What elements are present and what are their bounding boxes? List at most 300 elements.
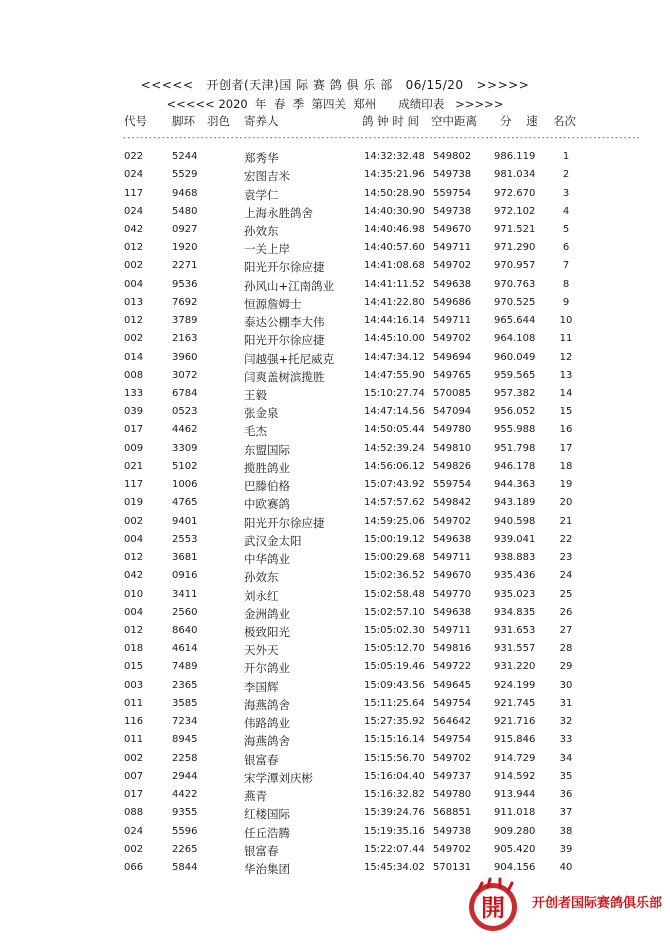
cell-rank: 36 bbox=[559, 789, 573, 801]
cell-ring: 0916 bbox=[172, 570, 198, 582]
cell-speed: 970.763 bbox=[494, 278, 536, 290]
cell-rank: 4 bbox=[562, 205, 570, 217]
cell-speed: 964.108 bbox=[494, 333, 536, 345]
cell-speed: 904.156 bbox=[494, 862, 536, 873]
cell-distance: 570131 bbox=[433, 862, 472, 873]
cell-speed: 921.745 bbox=[494, 697, 536, 709]
club-logo-text: 开创者国际赛鸽俱乐部 bbox=[532, 896, 663, 911]
cell-code: 013 bbox=[124, 296, 144, 308]
cell-distance: 549711 bbox=[433, 625, 472, 636]
cell-ring: 4422 bbox=[172, 789, 198, 801]
cell-time: 14:40:30.90 bbox=[364, 205, 425, 217]
cell-distance: 549702 bbox=[433, 515, 472, 527]
cell-speed: 971.521 bbox=[494, 223, 536, 235]
cell-code: 017 bbox=[124, 789, 144, 801]
cell-code: 117 bbox=[124, 479, 144, 491]
cell-ring: 5844 bbox=[172, 862, 198, 873]
cell-distance: 549816 bbox=[433, 643, 472, 655]
cell-time: 15:16:04.40 bbox=[364, 770, 425, 782]
cell-rank: 2 bbox=[562, 169, 570, 181]
report-subtitle: <<<<< 2020 年 春 季 第四关 郑州 成绩印表 >>>>> bbox=[166, 97, 504, 111]
cell-distance: 549738 bbox=[433, 169, 472, 181]
cell-ring: 7692 bbox=[172, 296, 198, 308]
cell-ring: 9401 bbox=[172, 515, 198, 527]
cell-owner: 孙效东 bbox=[244, 223, 279, 238]
cell-code: 002 bbox=[124, 333, 144, 345]
cell-code: 004 bbox=[124, 533, 144, 545]
table-row bbox=[0, 734, 670, 752]
cell-ring: 2365 bbox=[172, 679, 198, 691]
table-row bbox=[0, 279, 670, 297]
cell-owner: 王毅 bbox=[244, 388, 267, 402]
cell-time: 15:16:32.82 bbox=[364, 789, 425, 801]
table-row bbox=[0, 188, 670, 206]
cell-rank: 18 bbox=[559, 460, 573, 472]
cell-owner: 李国辉 bbox=[244, 679, 279, 694]
cell-distance: 549711 bbox=[433, 552, 472, 564]
cell-ring: 0523 bbox=[172, 406, 198, 418]
cell-speed: 981.034 bbox=[494, 169, 536, 181]
cell-speed: 914.729 bbox=[494, 752, 536, 764]
cell-code: 017 bbox=[124, 424, 144, 436]
cell-code: 022 bbox=[124, 151, 144, 162]
cell-ring: 5244 bbox=[172, 151, 198, 162]
cell-code: 009 bbox=[124, 442, 144, 454]
cell-owner: 武汉金太阳 bbox=[244, 533, 302, 548]
cell-owner: 宏图吉米 bbox=[244, 169, 290, 184]
cell-ring: 5596 bbox=[172, 825, 198, 837]
cell-rank: 7 bbox=[562, 260, 570, 272]
table-row bbox=[0, 807, 670, 825]
cell-time: 14:47:55.90 bbox=[364, 369, 425, 381]
cell-rank: 24 bbox=[559, 570, 573, 582]
cell-owner: 银富春 bbox=[244, 752, 279, 767]
cell-owner: 孙效东 bbox=[244, 570, 279, 585]
cell-speed: 956.052 bbox=[494, 406, 536, 418]
cell-distance: 568851 bbox=[433, 807, 472, 819]
cell-speed: 972.102 bbox=[494, 205, 536, 217]
cell-rank: 1 bbox=[562, 151, 570, 162]
cell-distance: 549826 bbox=[433, 460, 472, 472]
club-logo-icon bbox=[466, 877, 520, 935]
header-color: 羽色 bbox=[207, 114, 230, 128]
cell-distance: 564642 bbox=[433, 716, 472, 728]
cell-owner: 刘永红 bbox=[244, 588, 279, 603]
table-row bbox=[0, 461, 670, 479]
table-row bbox=[0, 424, 670, 442]
cell-ring: 2944 bbox=[172, 770, 198, 782]
cell-owner: 上海永胜鸽舍 bbox=[244, 205, 313, 220]
cell-rank: 23 bbox=[559, 552, 573, 564]
cell-ring: 3681 bbox=[172, 552, 198, 564]
cell-time: 14:57:57.62 bbox=[364, 497, 425, 509]
cell-owner: 任丘浩腾 bbox=[244, 825, 290, 840]
cell-owner: 天外天 bbox=[244, 643, 279, 658]
cell-time: 14:47:34.12 bbox=[364, 351, 425, 363]
cell-code: 088 bbox=[124, 807, 144, 819]
cell-distance: 549702 bbox=[433, 752, 472, 764]
cell-owner: 燕青 bbox=[244, 789, 267, 804]
cell-time: 14:41:11.52 bbox=[364, 278, 425, 290]
cell-speed: 931.653 bbox=[494, 625, 536, 636]
header-time: 鸽 钟 时 间 bbox=[362, 114, 419, 128]
cell-code: 019 bbox=[124, 497, 144, 509]
cell-speed: 940.598 bbox=[494, 515, 536, 527]
cell-owner: 宋学潭刘庆彬 bbox=[244, 770, 313, 785]
cell-code: 008 bbox=[124, 369, 144, 381]
cell-distance: 549738 bbox=[433, 205, 472, 217]
cell-code: 116 bbox=[124, 716, 144, 728]
table-row bbox=[0, 716, 670, 734]
cell-owner: 一关上岸 bbox=[244, 242, 290, 257]
cell-rank: 17 bbox=[559, 442, 573, 454]
table-row bbox=[0, 844, 670, 862]
cell-speed: 970.957 bbox=[494, 260, 536, 272]
report-title: <<<<< 开创者(天津)国 际 赛 鸽 俱 乐 部 06/15/20 >>>>> bbox=[140, 78, 530, 92]
cell-speed: 914.592 bbox=[494, 770, 536, 782]
cell-speed: 944.363 bbox=[494, 479, 536, 491]
cell-owner: 伟路鸽业 bbox=[244, 716, 290, 731]
cell-owner: 开尔鸽业 bbox=[244, 661, 290, 676]
cell-rank: 40 bbox=[559, 862, 573, 873]
cell-time: 15:05:12.70 bbox=[364, 643, 425, 655]
table-row bbox=[0, 771, 670, 789]
table-row bbox=[0, 625, 670, 643]
cell-speed: 986.119 bbox=[494, 151, 536, 162]
cell-code: 024 bbox=[124, 825, 144, 837]
cell-ring: 4614 bbox=[172, 643, 198, 655]
cell-distance: 549722 bbox=[433, 661, 472, 673]
cell-time: 15:02:58.48 bbox=[364, 588, 425, 600]
cell-ring: 3960 bbox=[172, 351, 198, 363]
cell-owner: 袁学仁 bbox=[244, 187, 279, 202]
cell-ring: 7234 bbox=[172, 716, 198, 728]
cell-time: 15:39:24.76 bbox=[364, 807, 425, 819]
cell-ring: 9355 bbox=[172, 807, 198, 819]
cell-ring: 3789 bbox=[172, 315, 198, 327]
cell-owner: 海燕鸽舍 bbox=[244, 734, 290, 749]
table-row bbox=[0, 570, 670, 588]
cell-ring: 2265 bbox=[172, 843, 198, 855]
cell-time: 15:02:36.52 bbox=[364, 570, 425, 582]
cell-distance: 549738 bbox=[433, 825, 472, 837]
cell-speed: 935.436 bbox=[494, 570, 536, 582]
table-row bbox=[0, 552, 670, 570]
cell-ring: 5480 bbox=[172, 205, 198, 217]
cell-rank: 30 bbox=[559, 679, 573, 691]
cell-speed: 957.382 bbox=[494, 388, 536, 399]
cell-time: 15:10:27.74 bbox=[364, 388, 425, 399]
cell-ring: 6784 bbox=[172, 388, 198, 399]
cell-rank: 28 bbox=[559, 643, 573, 655]
cell-distance: 549842 bbox=[433, 497, 472, 509]
cell-ring: 5529 bbox=[172, 169, 198, 181]
cell-speed: 911.018 bbox=[494, 807, 536, 819]
cell-distance: 549638 bbox=[433, 606, 472, 618]
table-row bbox=[0, 260, 670, 278]
cell-code: 024 bbox=[124, 205, 144, 217]
cell-rank: 5 bbox=[562, 223, 570, 235]
cell-owner: 阳光开尔徐应捷 bbox=[244, 333, 325, 348]
cell-distance: 549702 bbox=[433, 333, 472, 345]
cell-owner: 张金泉 bbox=[244, 406, 279, 421]
cell-speed: 924.199 bbox=[494, 679, 536, 691]
cell-time: 15:19:35.16 bbox=[364, 825, 425, 837]
cell-rank: 3 bbox=[562, 187, 570, 199]
cell-owner: 巴滕伯格 bbox=[244, 479, 290, 494]
cell-speed: 946.178 bbox=[494, 460, 536, 472]
cell-rank: 12 bbox=[559, 351, 573, 363]
cell-code: 039 bbox=[124, 406, 144, 418]
cell-speed: 921.716 bbox=[494, 716, 536, 728]
cell-distance: 549802 bbox=[433, 151, 472, 162]
cell-code: 117 bbox=[124, 187, 144, 199]
table-row bbox=[0, 388, 670, 406]
cell-rank: 27 bbox=[559, 625, 573, 636]
cell-time: 14:41:08.68 bbox=[364, 260, 425, 272]
cell-distance: 549702 bbox=[433, 260, 472, 272]
cell-speed: 951.798 bbox=[494, 442, 536, 454]
cell-ring: 2560 bbox=[172, 606, 198, 618]
cell-code: 024 bbox=[124, 169, 144, 181]
cell-rank: 20 bbox=[559, 497, 573, 509]
cell-code: 018 bbox=[124, 643, 144, 655]
cell-code: 004 bbox=[124, 278, 144, 290]
header-ring: 脚环 bbox=[172, 114, 195, 128]
cell-owner: 闫越强+托尼威克 bbox=[244, 351, 335, 366]
cell-ring: 4765 bbox=[172, 497, 198, 509]
cell-speed: 972.670 bbox=[494, 187, 536, 199]
cell-time: 15:15:56.70 bbox=[364, 752, 425, 764]
cell-time: 14:59:25.06 bbox=[364, 515, 425, 527]
cell-rank: 21 bbox=[559, 515, 573, 527]
cell-rank: 13 bbox=[559, 369, 573, 381]
cell-distance: 549754 bbox=[433, 734, 472, 746]
cell-owner: 中华鸽业 bbox=[244, 552, 290, 567]
cell-time: 14:32:32.48 bbox=[364, 151, 425, 162]
cell-distance: 549780 bbox=[433, 789, 472, 801]
table-row bbox=[0, 680, 670, 698]
cell-distance: 549638 bbox=[433, 278, 472, 290]
cell-ring: 3411 bbox=[172, 588, 198, 600]
cell-ring: 2258 bbox=[172, 752, 198, 764]
cell-distance: 549711 bbox=[433, 315, 472, 327]
header-divider: ------------------------------------------------------------------------------------------------------------------------ bbox=[122, 133, 640, 142]
cell-speed: 938.883 bbox=[494, 552, 536, 564]
table-row bbox=[0, 862, 670, 880]
header-code: 代号 bbox=[124, 114, 147, 128]
cell-time: 15:11:25.64 bbox=[364, 697, 425, 709]
cell-rank: 10 bbox=[559, 315, 573, 327]
cell-ring: 3585 bbox=[172, 697, 198, 709]
cell-rank: 37 bbox=[559, 807, 573, 819]
cell-ring: 9468 bbox=[172, 187, 198, 199]
table-row bbox=[0, 169, 670, 187]
cell-rank: 8 bbox=[562, 278, 570, 290]
cell-code: 002 bbox=[124, 843, 144, 855]
table-row bbox=[0, 661, 670, 679]
cell-time: 14:56:06.12 bbox=[364, 460, 425, 472]
cell-ring: 4462 bbox=[172, 424, 198, 436]
table-row bbox=[0, 352, 670, 370]
cell-speed: 959.565 bbox=[494, 369, 536, 381]
cell-owner: 东盟国际 bbox=[244, 442, 290, 457]
cell-owner: 海燕鸽舍 bbox=[244, 697, 290, 712]
cell-time: 15:15:16.14 bbox=[364, 734, 425, 746]
cell-time: 14:47:14.56 bbox=[364, 406, 425, 418]
cell-code: 042 bbox=[124, 570, 144, 582]
cell-owner: 阳光开尔徐应捷 bbox=[244, 515, 325, 530]
cell-owner: 闫爽盖树滨揽胜 bbox=[244, 369, 325, 384]
cell-time: 14:50:28.90 bbox=[364, 187, 425, 199]
cell-owner: 银富春 bbox=[244, 843, 279, 858]
cell-ring: 8945 bbox=[172, 734, 198, 746]
cell-time: 14:45:10.00 bbox=[364, 333, 425, 345]
cell-rank: 16 bbox=[559, 424, 573, 436]
table-row bbox=[0, 406, 670, 424]
header-owner: 寄养人 bbox=[244, 114, 279, 128]
header-rank: 名次 bbox=[553, 114, 576, 128]
cell-distance: 549670 bbox=[433, 570, 472, 582]
cell-ring: 2553 bbox=[172, 533, 198, 545]
cell-speed: 943.189 bbox=[494, 497, 536, 509]
cell-distance: 549770 bbox=[433, 588, 472, 600]
cell-ring: 0927 bbox=[172, 223, 198, 235]
cell-owner: 泰达公棚李大伟 bbox=[244, 315, 325, 330]
cell-ring: 1006 bbox=[172, 479, 198, 491]
cell-rank: 9 bbox=[562, 296, 570, 308]
cell-code: 021 bbox=[124, 460, 144, 472]
cell-distance: 559754 bbox=[433, 479, 472, 491]
cell-rank: 19 bbox=[559, 479, 573, 491]
cell-distance: 549694 bbox=[433, 351, 472, 363]
cell-rank: 34 bbox=[559, 752, 573, 764]
header-speed: 分 速 bbox=[500, 114, 538, 128]
cell-time: 15:22:07.44 bbox=[364, 843, 425, 855]
cell-owner: 阳光开尔徐应捷 bbox=[244, 260, 325, 275]
cell-distance: 549765 bbox=[433, 369, 472, 381]
cell-distance: 549645 bbox=[433, 679, 472, 691]
cell-time: 14:41:22.80 bbox=[364, 296, 425, 308]
cell-distance: 549711 bbox=[433, 242, 472, 254]
table-row bbox=[0, 151, 670, 169]
cell-rank: 32 bbox=[559, 716, 573, 728]
cell-ring: 7489 bbox=[172, 661, 198, 673]
cell-speed: 965.644 bbox=[494, 315, 536, 327]
cell-speed: 913.944 bbox=[494, 789, 536, 801]
cell-distance: 549686 bbox=[433, 296, 472, 308]
cell-speed: 905.420 bbox=[494, 843, 536, 855]
cell-code: 011 bbox=[124, 697, 144, 709]
cell-distance: 549737 bbox=[433, 770, 472, 782]
cell-owner: 中欧赛鸽 bbox=[244, 497, 290, 512]
table-row bbox=[0, 333, 670, 351]
cell-speed: 915.846 bbox=[494, 734, 536, 746]
cell-distance: 549670 bbox=[433, 223, 472, 235]
cell-rank: 15 bbox=[559, 406, 573, 418]
cell-rank: 33 bbox=[559, 734, 573, 746]
cell-rank: 35 bbox=[559, 770, 573, 782]
table-row bbox=[0, 589, 670, 607]
cell-owner: 极致阳光 bbox=[244, 625, 290, 639]
cell-code: 012 bbox=[124, 315, 144, 327]
cell-code: 012 bbox=[124, 242, 144, 254]
logo-mark: 開 bbox=[481, 893, 505, 922]
cell-rank: 22 bbox=[559, 533, 573, 545]
cell-distance: 559754 bbox=[433, 187, 472, 199]
cell-ring: 2163 bbox=[172, 333, 198, 345]
cell-owner: 毛杰 bbox=[244, 424, 267, 439]
cell-code: 133 bbox=[124, 388, 144, 399]
cell-code: 014 bbox=[124, 351, 144, 363]
table-row bbox=[0, 224, 670, 242]
cell-distance: 549754 bbox=[433, 697, 472, 709]
cell-owner: 郑秀华 bbox=[244, 151, 279, 165]
cell-speed: 955.988 bbox=[494, 424, 536, 436]
cell-ring: 3072 bbox=[172, 369, 198, 381]
cell-ring: 3309 bbox=[172, 442, 198, 454]
cell-ring: 9536 bbox=[172, 278, 198, 290]
cell-code: 012 bbox=[124, 552, 144, 564]
cell-speed: 909.280 bbox=[494, 825, 536, 837]
cell-rank: 11 bbox=[559, 333, 573, 345]
table-row bbox=[0, 206, 670, 224]
cell-code: 011 bbox=[124, 734, 144, 746]
cell-rank: 26 bbox=[559, 606, 573, 618]
cell-distance: 547094 bbox=[433, 406, 472, 418]
cell-time: 14:35:21.96 bbox=[364, 169, 425, 181]
table-row bbox=[0, 315, 670, 333]
table-row bbox=[0, 443, 670, 461]
cell-time: 14:44:16.14 bbox=[364, 315, 425, 327]
cell-ring: 8640 bbox=[172, 625, 198, 636]
table-row bbox=[0, 826, 670, 844]
cell-code: 007 bbox=[124, 770, 144, 782]
cell-speed: 960.049 bbox=[494, 351, 536, 363]
table-row bbox=[0, 242, 670, 260]
table-row bbox=[0, 497, 670, 515]
cell-time: 15:02:57.10 bbox=[364, 606, 425, 618]
table-row bbox=[0, 479, 670, 497]
cell-distance: 549638 bbox=[433, 533, 472, 545]
cell-rank: 25 bbox=[559, 588, 573, 600]
cell-rank: 39 bbox=[559, 843, 573, 855]
cell-owner: 金洲鸽业 bbox=[244, 606, 290, 621]
cell-owner: 恒源詹姆士 bbox=[244, 296, 302, 311]
table-row bbox=[0, 516, 670, 534]
cell-owner: 华治集团 bbox=[244, 862, 290, 876]
cell-time: 14:50:05.44 bbox=[364, 424, 425, 436]
cell-time: 15:05:19.46 bbox=[364, 661, 425, 673]
cell-code: 015 bbox=[124, 661, 144, 673]
cell-code: 010 bbox=[124, 588, 144, 600]
cell-ring: 1920 bbox=[172, 242, 198, 254]
header-distance: 空中距离 bbox=[431, 114, 477, 128]
cell-code: 002 bbox=[124, 515, 144, 527]
cell-code: 066 bbox=[124, 862, 144, 873]
cell-owner: 红楼国际 bbox=[244, 807, 290, 822]
cell-speed: 939.041 bbox=[494, 533, 536, 545]
cell-speed: 931.220 bbox=[494, 661, 536, 673]
cell-code: 002 bbox=[124, 260, 144, 272]
cell-rank: 29 bbox=[559, 661, 573, 673]
table-row bbox=[0, 753, 670, 771]
table-row bbox=[0, 643, 670, 661]
cell-time: 15:07:43.92 bbox=[364, 479, 425, 491]
cell-distance: 549810 bbox=[433, 442, 472, 454]
table-row bbox=[0, 370, 670, 388]
cell-speed: 971.290 bbox=[494, 242, 536, 254]
